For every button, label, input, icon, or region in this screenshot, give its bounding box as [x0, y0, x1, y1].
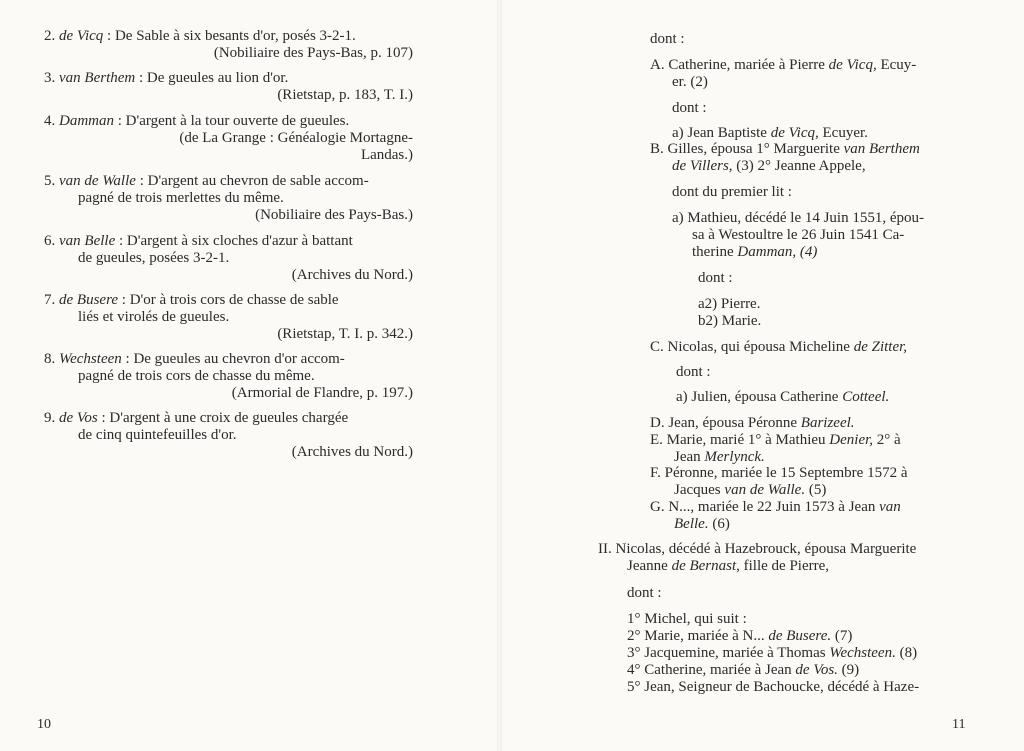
entry-9-line2: de cinq quintefeuilles d'or. — [78, 427, 237, 443]
entry-A-line1: A. Catherine, mariée à Pierre de Vicq, Ecuy- — [650, 57, 917, 73]
entry-E-line2: Jean Merlynck. — [674, 449, 765, 465]
entry-B-line1: B. Gilles, épousa 1° Marguerite van Berthem — [650, 141, 920, 157]
dont-premier-lit: dont du premier lit : — [672, 184, 792, 200]
entry-4-line2: (de La Grange : Généalogie Mortagne- — [179, 130, 413, 146]
entry-8-line1: 8. Wechsteen : De gueules au chevron d'or accom- — [44, 351, 345, 367]
entry-B-line2: de Villers, (3) 2° Jeanne Appele, — [672, 158, 866, 174]
entry-3-line1: 3. van Berthem : De gueules au lion d'or. — [44, 70, 289, 86]
entry-G-line1: G. N..., mariée le 22 Juin 1573 à Jean van — [650, 499, 901, 515]
entry-2-line1: 2. de Vicq : De Sable à six besants d'or, posés 3-2-1. — [44, 28, 356, 44]
entry-Ba-line1: a) Mathieu, décédé le 14 Juin 1551, épou- — [672, 210, 925, 226]
child-1: 1° Michel, qui suit : — [627, 611, 747, 627]
entry-2-source: (Nobiliaire des Pays-Bas, p. 107) — [213, 45, 413, 61]
entry-G-line2: Belle. (6) — [674, 516, 730, 532]
entry-7-source: (Rietstap, T. I. p. 342.) — [277, 326, 413, 342]
child-5: 5° Jean, Seigneur de Bachoucke, décédé à Haze- — [627, 679, 920, 695]
dont-4: dont : — [676, 364, 711, 380]
entry-9-source: (Archives du Nord.) — [291, 444, 413, 460]
left-page — [0, 0, 497, 751]
entry-6-line1: 6. van Belle : D'argent à six cloches d'azur à battant — [44, 233, 353, 249]
entry-II-line1: II. Nicolas, décédé à Hazebrouck, épousa Marguerite — [598, 541, 917, 557]
entry-F-line2: Jacques van de Walle. (5) — [674, 482, 827, 498]
entry-Ba-line3: therine Damman, (4) — [692, 244, 818, 260]
entry-6-source: (Archives du Nord.) — [291, 267, 413, 283]
entry-C: C. Nicolas, qui épousa Micheline de Zitter, — [650, 339, 908, 355]
entry-3-source: (Rietstap, p. 183, T. I.) — [277, 87, 413, 103]
entry-5-line2: pagné de trois merlettes du même. — [78, 190, 284, 206]
entry-F-line1: F. Péronne, mariée le 15 Septembre 1572 à — [650, 465, 908, 481]
page-number-left: 10 — [37, 717, 51, 732]
entry-5-line1: 5. van de Walle : D'argent au chevron de sable accom- — [44, 173, 369, 189]
entry-8-source: (Armorial de Flandre, p. 197.) — [231, 385, 413, 401]
right-page — [502, 0, 1024, 751]
entry-4-line1: 4. Damman : D'argent à la tour ouverte de gueules. — [44, 113, 350, 129]
entry-5-source: (Nobiliaire des Pays-Bas.) — [255, 207, 413, 223]
entry-E-line1: E. Marie, marié 1° à Mathieu Denier, 2° à — [650, 432, 901, 448]
entry-7-line1: 7. de Busere : D'or à trois cors de chasse de sable — [44, 292, 339, 308]
entry-II-line2: Jeanne de Bernast, fille de Pierre, — [627, 558, 830, 574]
entry-9-line1: 9. de Vos : D'argent à une croix de gueules chargée — [44, 410, 349, 426]
page-number-right: 11 — [952, 717, 966, 732]
dont-2: dont : — [672, 100, 707, 116]
entry-6-line2: de gueules, posées 3-2-1. — [78, 250, 230, 266]
dont-3: dont : — [698, 270, 733, 286]
entry-Ca: a) Julien, épousa Catherine Cotteel. — [676, 389, 890, 405]
entry-A-line2: er. (2) — [672, 74, 708, 90]
entry-4-source: Landas.) — [360, 147, 413, 163]
entry-D: D. Jean, épousa Péronne Barizeel. — [650, 415, 855, 431]
child-3: 3° Jacquemine, mariée à Thomas Wechsteen. (8) — [627, 645, 918, 661]
entry-Ba-line2: sa à Westoultre le 26 Juin 1541 Ca- — [692, 227, 905, 243]
dont-5: dont : — [627, 585, 662, 601]
entry-b2: b2) Marie. — [698, 313, 762, 329]
entry-Aa: a) Jean Baptiste de Vicq, Ecuyer. — [672, 125, 868, 141]
entry-a2: a2) Pierre. — [698, 296, 761, 312]
child-4: 4° Catherine, mariée à Jean de Vos. (9) — [627, 662, 860, 678]
entry-8-line2: pagné de trois cors de chasse du même. — [78, 368, 315, 384]
dont-1: dont : — [650, 31, 685, 47]
entry-7-line2: liés et virolés de gueules. — [78, 309, 230, 325]
child-2: 2° Marie, mariée à N... de Busere. (7) — [627, 628, 853, 644]
